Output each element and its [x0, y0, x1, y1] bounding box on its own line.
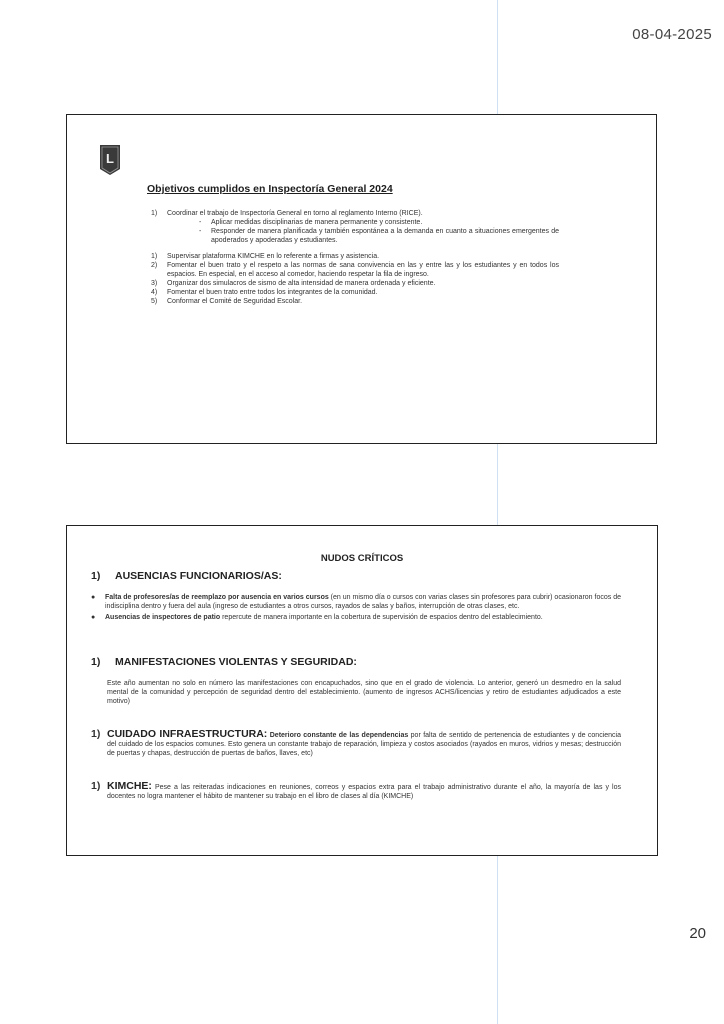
list-item — [151, 297, 559, 306]
sub-item-text: Aplicar medidas disciplinarias de manera permanente y consistente. — [211, 219, 423, 226]
section-paragraph: CUIDADO INFRAESTRUCTURA: Deterioro constante de las dependencias por falta de sentido de pertenencia de estudiantes y de conciencia del cuidado de los espacios comunes. Esto genera un constante trabajo de reparación, limpieza y costos asociados (rayados en muros, vidrios y mesas; destrucción de puertas y chapas, destrucción de puertas de baños, llaves, etc) — [107, 728, 621, 757]
item-number: 1) — [151, 210, 158, 217]
list-item — [151, 261, 559, 279]
slide-nudos-criticos — [66, 525, 658, 856]
bullet-dot: ● — [91, 594, 96, 601]
section-heading — [91, 658, 621, 667]
logo-letter: L — [106, 151, 114, 166]
item-text: Fomentar el buen trato entre todos los integrantes de la comunidad. — [167, 289, 378, 296]
section-inline — [91, 730, 621, 758]
list-item — [151, 288, 559, 297]
section-paragraph: Este año aumentan no solo en número las manifestaciones con encapuchados, sino que en el grado de violencia. Lo anterior, generó un desmedro en la salud mental de la comunidad y percepción de seguridad dentro del establecimiento. (aumento de ingresos ACHS/licencias y retiro de estudiantes adjudicados a este motivo) — [107, 680, 621, 705]
page-number: 20 — [689, 925, 706, 942]
item-number: 3) — [151, 280, 158, 287]
slide-title: Objetivos cumplidos en Inspectoría General 2024 — [147, 183, 393, 195]
section-ausencias — [91, 572, 621, 622]
item-text: Organizar dos simulacros de sismo de alta intensidad de manera ordenada y eficiente. — [167, 280, 436, 287]
section-infraestructura — [91, 730, 621, 758]
sub-item-text: Responder de manera planificada y también espontánea a la demanda en cuanto a situaciones emergentes de apoderados y apoderadas y estudiantes. — [211, 228, 559, 244]
bullet-item — [91, 613, 621, 622]
list-item — [151, 209, 559, 218]
item-number: 1) — [151, 253, 158, 260]
section-heading — [91, 572, 621, 581]
item-text: Conformar el Comité de Seguridad Escolar. — [167, 298, 303, 305]
section-inline — [91, 782, 621, 801]
school-logo-icon — [97, 143, 123, 177]
item-text: Supervisar plataforma KIMCHE en lo referente a firmas y asistencia. — [167, 253, 380, 260]
bullet-item — [91, 593, 621, 611]
item-number: 4) — [151, 289, 158, 296]
item-text: Coordinar el trabajo de Inspectoría General en torno al reglamento Interno (RICE). — [167, 210, 423, 217]
section-number: 1) — [91, 656, 101, 668]
section-kimche — [91, 782, 621, 801]
item-text: Fomentar el buen trato y el respeto a las normas de sana convivencia en las y entre las y los estudiantes y en todos los espacios. En especial, en el acceso al comedor, haciendo respetar la fila de ingreso. — [167, 262, 559, 278]
section-manifestaciones — [91, 658, 621, 706]
section-number: 1) — [91, 570, 101, 582]
bullet-text: Falta de profesores/as de reemplazo por ausencia en varios cursos (en un mismo día o cursos con varias clases sin profesores para cubrir) ocasionaron focos de indisciplina dentro y fuera del aula (ingreso de estudiantes a otros cursos, rayados de salas y baños, interrupción de otras clases, etc. — [105, 594, 621, 610]
bullet-text: Ausencias de inspectores de patio repercute de manera importante en la cobertura de supervisión de espacios dentro del establecimiento. — [105, 614, 543, 621]
page-date: 08-04-2025 — [632, 26, 712, 43]
list-item — [151, 252, 559, 261]
dash-bullet: - — [199, 219, 202, 226]
slide-objetivos — [66, 114, 657, 444]
objectives-list — [151, 209, 559, 306]
section-number: 1) — [91, 780, 101, 792]
section-paragraph: KIMCHE: Pese a las reiteradas indicaciones en reuniones, correos y espacios extra para el trabajo administrativo durante el año, la mayoría de las y los docentes no logra mantener el hábito de mantener su trabajo en el libro de clases al día (KIMCHE) — [107, 780, 621, 800]
slide-title: NUDOS CRÍTICOS — [320, 553, 404, 564]
bullet-dot: ● — [91, 614, 96, 621]
item-number: 5) — [151, 298, 158, 305]
sub-item — [151, 227, 559, 245]
sub-item — [151, 218, 559, 227]
list-item — [151, 279, 559, 288]
section-title: MANIFESTACIONES VIOLENTAS Y SEGURIDAD: — [115, 656, 357, 668]
section-number: 1) — [91, 728, 101, 740]
item-number: 2) — [151, 262, 158, 269]
section-title: AUSENCIAS FUNCIONARIOS/AS: — [115, 570, 282, 582]
dash-bullet: - — [199, 228, 202, 235]
